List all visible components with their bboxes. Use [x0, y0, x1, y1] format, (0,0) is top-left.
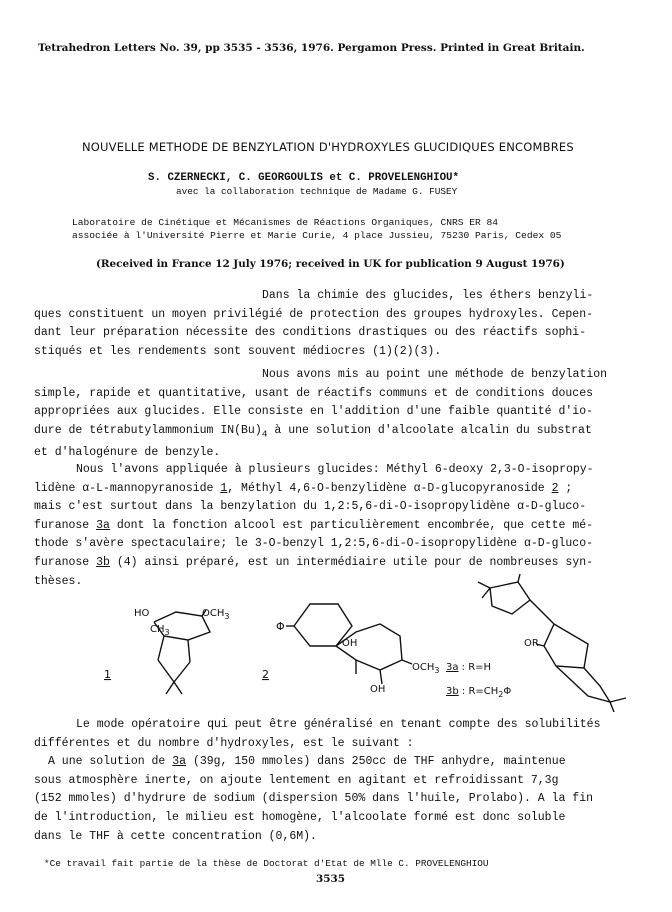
text-segment: (4) ainsi préparé, est un intermédiaire utile pour de nombreuses syn-	[109, 555, 594, 569]
bond	[610, 702, 614, 712]
text-segment: ;	[558, 481, 573, 495]
bond	[402, 660, 412, 664]
subscript: 3	[224, 612, 230, 621]
text-segment: dure de tétrabutylammonium IN(Bu)	[34, 423, 262, 437]
text-line: appropriées aux glucides. Elle consiste en l'addition d'une faible quantité d'io-	[34, 405, 593, 419]
paragraph-4	[34, 716, 626, 846]
text-line: Nous l'avons appliquée à plusieurs glucides: Méthyl 6-deoxy 2,3-O-isopropy-	[76, 463, 594, 476]
text-line: Dans la chimie des glucides, les éthers benzyli-	[262, 289, 594, 302]
compound-label-1: 1	[104, 668, 111, 681]
compound-ref: 1	[220, 481, 228, 495]
text-segment: A une solution de	[48, 755, 173, 769]
subscript: 2	[498, 690, 504, 699]
bond	[530, 600, 554, 624]
text-line: Le mode opératoire qui peut être généralisé en tenant compte des solubilités	[76, 718, 601, 731]
atom-label-oh: OH	[370, 684, 386, 695]
compound-label-3b	[446, 686, 511, 699]
subscript: 3	[164, 628, 170, 637]
compound-ref: 2	[551, 481, 559, 495]
bond	[158, 660, 174, 682]
bond	[518, 574, 520, 582]
atom-label-och3	[412, 662, 439, 675]
compound-ref: 3a	[172, 755, 187, 769]
bond	[174, 662, 190, 682]
bond	[166, 682, 174, 694]
text-line: et d'halogénure de benzyle.	[34, 445, 221, 459]
paragraph-1	[34, 287, 626, 361]
text-line: stiqués et les rendements sont souvent médiocres (1)(2)(3).	[34, 344, 442, 358]
compound-label-2: 2	[262, 668, 269, 681]
bond	[188, 640, 190, 662]
text-segment: lidène α-L-mannopyranoside	[34, 481, 221, 495]
text-segment: à une solution d'alcoolate alcalin du substrat	[267, 423, 592, 437]
text-line: thode s'avère spectaculaire; le 3-O-benzyl 1,2:5,6-di-O-isopropylidène α-D-gluco-	[34, 537, 593, 551]
paragraph-3	[34, 461, 626, 591]
page-number: 3535	[316, 873, 345, 885]
atom-label-och3	[202, 608, 229, 621]
footnote: *Ce travail fait partie de la thèse de Doctorat d'Etat de Mlle C. PROVELENGHIOU	[44, 858, 489, 869]
chemical-structures-figure	[80, 574, 640, 712]
atom-text: OCH	[412, 662, 435, 673]
text-segment: dont la fonction alcool est particulièrement encombrée, que cette mé-	[109, 518, 594, 532]
text-line	[34, 554, 626, 573]
structure-2	[262, 604, 439, 695]
paper-title: NOUVELLE METHODE DE BENZYLATION D'HYDROXYLES GLUCIDIQUES ENCOMBRES	[82, 140, 574, 154]
text-line	[34, 517, 626, 536]
label-text: : R=CH	[458, 686, 499, 697]
subscript: 3	[434, 666, 440, 675]
text-line: sous atmosphère inerte, on ajoute lentement en agitant et refroidissant 7,3g	[34, 773, 559, 787]
atom-label-ho: HO	[134, 608, 150, 619]
bond	[478, 582, 490, 588]
collaboration-note: avec la collaboration technique de Madame G. FUSEY	[176, 186, 458, 197]
text-line: simple, rapide et quantitative, usant de réactifs communs et de conditions douces	[34, 386, 593, 400]
atom-text: CH	[150, 624, 165, 635]
ring-bond	[556, 666, 610, 702]
phenyl-symbol: Φ	[503, 686, 512, 697]
atom-label-or: OR	[524, 638, 539, 649]
text-segment: , Méthyl 4,6-O-benzylidène α-D-glucopyranoside	[227, 481, 552, 495]
bond	[482, 588, 490, 598]
text-line: Nous avons mis au point une méthode de benzylation	[262, 368, 608, 381]
journal-header: Tetrahedron Letters No. 39, pp 3535 - 3536, 1976. Pergamon Press. Printed in Great Britain.	[38, 42, 585, 54]
text-segment: furanose	[34, 555, 97, 569]
bond	[158, 636, 164, 660]
paragraph-2	[34, 366, 626, 462]
structure-3	[446, 574, 626, 712]
atom-label-ch3	[150, 624, 170, 637]
text-line	[34, 480, 626, 499]
text-line: différentes et du nombre d'hydroxyles, est le suivant :	[34, 736, 414, 750]
compound-label-3a	[446, 662, 491, 673]
text-line: ques constituent un moyen privilégié de protection des groupes hydroxyles. Cepen-	[34, 307, 593, 321]
bond	[380, 670, 382, 684]
bond	[610, 698, 626, 702]
ring-bond	[544, 624, 588, 668]
structure-1	[104, 608, 229, 694]
phenyl-symbol: Φ	[276, 620, 285, 633]
text-line: de l'introduction, le milieu est homogène, l'alcoolate formé est donc soluble	[34, 810, 566, 824]
text-line	[34, 753, 626, 772]
text-line: dans le THF à cette concentration (0,6M).	[34, 829, 317, 843]
text-line: thèses.	[34, 574, 83, 588]
atom-label-oh: OH	[342, 638, 358, 649]
subscript: 4	[261, 428, 268, 440]
text-segment: (39g, 150 mmoles) dans 250cc de THF anhydre, maintenue	[186, 755, 566, 769]
label-ref: 3a	[446, 662, 459, 673]
ring-bond	[490, 582, 530, 614]
text-line: (152 mmoles) d'hydrure de sodium (dispersion 50% dans l'huile, Prolabo). A la fin	[34, 792, 593, 806]
text-line: mais c'est surtout dans la benzylation du 1,2:5,6-di-O-isopropylidène α-D-gluco-	[34, 500, 587, 514]
compound-ref: 3a	[96, 518, 110, 532]
affiliation-line-1: Laboratoire de Cinétique et Mécanismes de Réactions Organiques, CNRS ER 84	[72, 217, 499, 228]
compound-ref: 3b	[96, 555, 110, 569]
atom-text: OCH	[202, 608, 225, 619]
text-line	[34, 422, 626, 444]
text-segment: furanose	[34, 518, 97, 532]
received-dates: (Received in France 12 July 1976; received in UK for publication 9 August 1976)	[96, 258, 565, 270]
label-ref: 3b	[446, 686, 459, 697]
bond	[174, 682, 182, 694]
authors: S. CZERNECKI, C. GEORGOULIS et C. PROVELENGHIOU*	[148, 172, 460, 184]
label-text: : R=H	[458, 662, 492, 673]
affiliation-line-2: associée à l'Université Pierre et Marie Curie, 4 place Jussieu, 75230 Paris, Cedex 05	[72, 230, 562, 241]
text-line: dant leur préparation nécessite des conditions drastiques ou des réactifs sophi-	[34, 326, 587, 340]
